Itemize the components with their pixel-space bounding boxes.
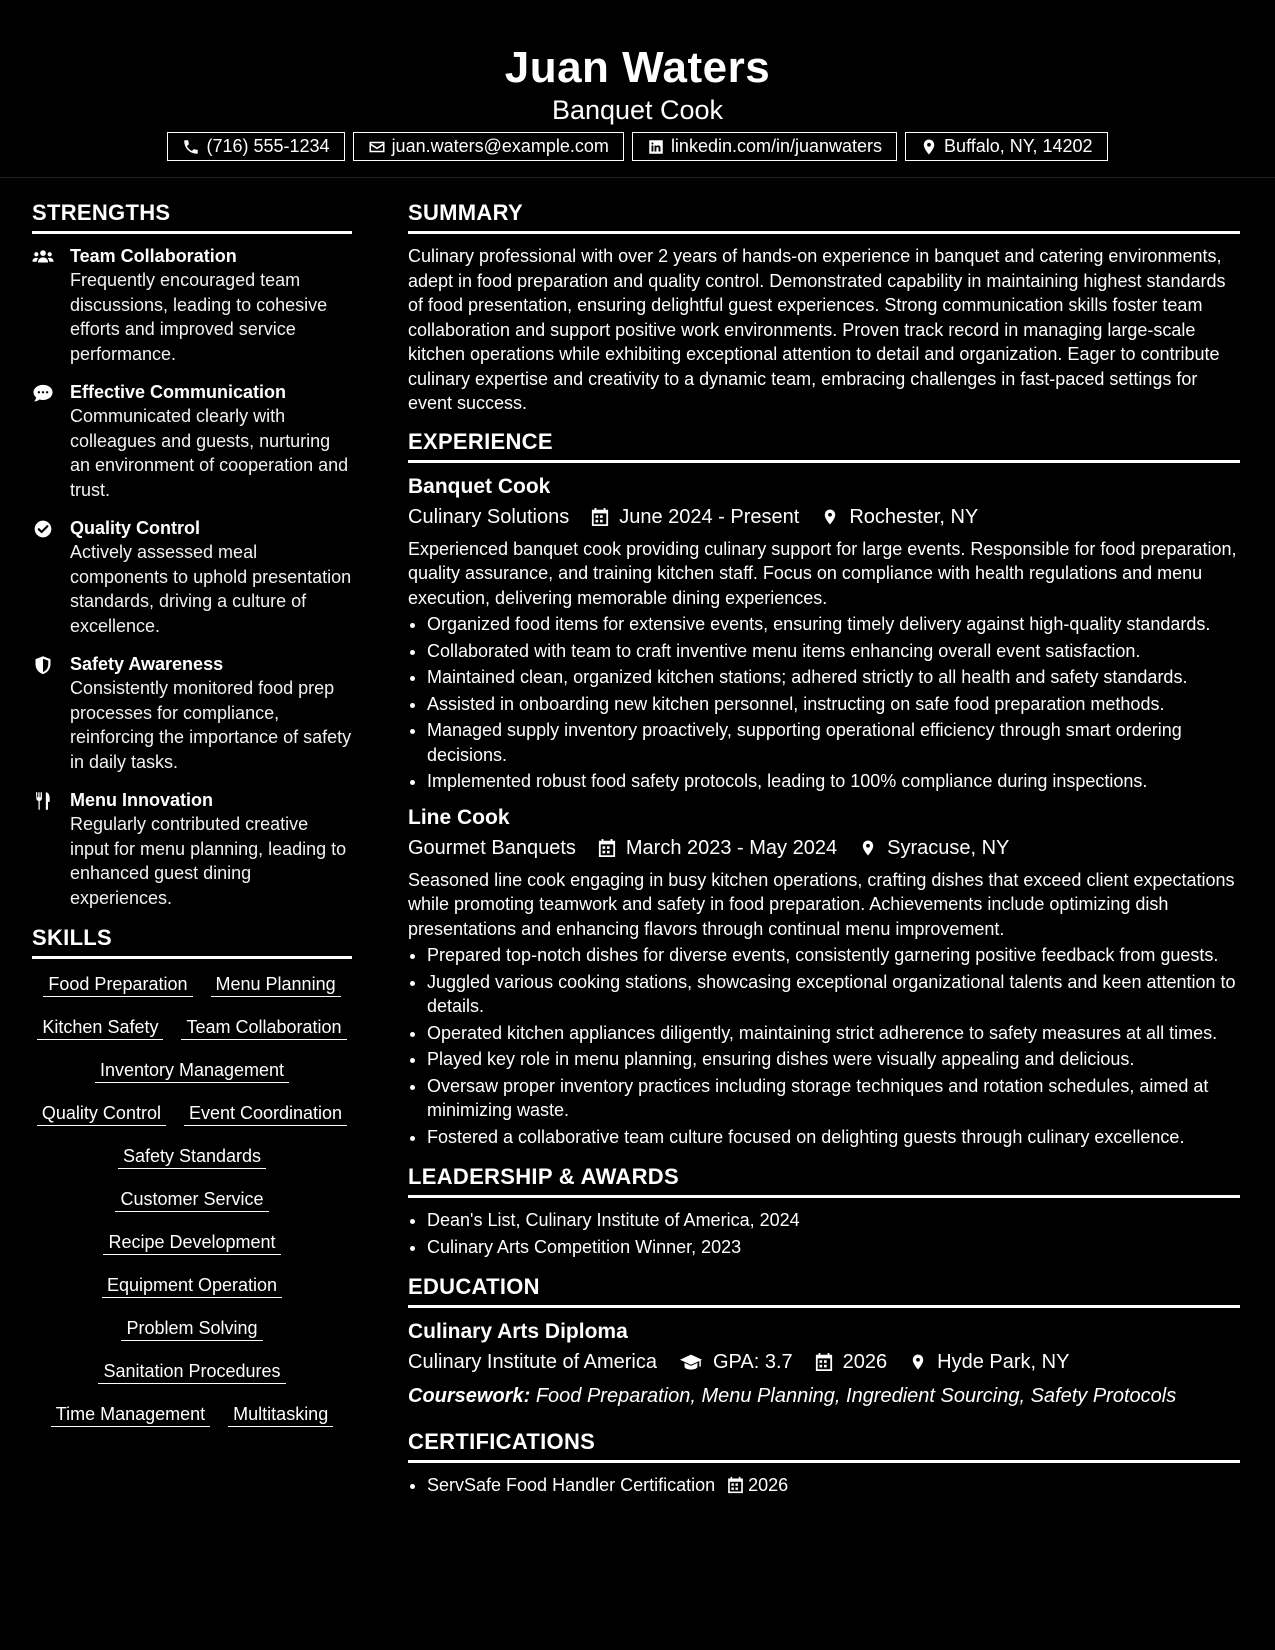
skill-tag: Equipment Operation — [102, 1274, 282, 1298]
graduation-cap-icon — [679, 1352, 703, 1372]
strength-item — [32, 652, 352, 774]
contact-email-text: juan.waters@example.com — [391, 136, 609, 156]
strength-desc: Consistently monitored food prep processes for compliance, reinforcing the importance of safety in daily tasks. — [70, 678, 352, 772]
contact-phone[interactable] — [167, 132, 344, 161]
contact-phone-text: (716) 555-1234 — [206, 136, 330, 156]
calendar-icon — [598, 838, 616, 858]
skill-tag: Kitchen Safety — [37, 1016, 163, 1040]
left-column — [32, 199, 352, 1427]
certifications-heading: CERTIFICATIONS — [408, 1428, 1240, 1463]
job-title: Banquet Cook — [408, 474, 551, 498]
degree-title: Culinary Arts Diploma — [408, 1320, 628, 1343]
contact-location — [905, 132, 1107, 161]
education-gpa: GPA: 3.7 — [713, 1351, 793, 1373]
list-item: • Managed supply inventory proactively, supporting operational efficiency through smart ordering decisions. — [427, 718, 1240, 767]
job-title: Line Cook — [408, 805, 510, 829]
list-item: • Juggled various cooking stations, showcasing exceptional organizational talents and keen attention to details. — [427, 970, 1240, 1019]
strength-item — [32, 516, 352, 638]
education-entry — [408, 1318, 1240, 1410]
check-circle-icon — [32, 519, 54, 539]
summary-heading: SUMMARY — [408, 199, 1240, 234]
strength-desc: Actively assessed meal components to uphold presentation standards, driving a culture of excellence. — [70, 542, 352, 636]
job-location: Syracuse, NY — [887, 836, 1010, 859]
strength-item — [32, 380, 352, 502]
job-dates: March 2023 - May 2024 — [625, 836, 838, 859]
map-pin-icon — [821, 507, 839, 527]
job-location: Rochester, NY — [849, 505, 979, 528]
strength-title: Effective Communication — [70, 382, 287, 402]
contact-email[interactable] — [353, 132, 624, 161]
strengths-heading: STRENGTHS — [32, 199, 352, 234]
skill-tag: Problem Solving — [121, 1317, 262, 1341]
resume-header — [0, 0, 1275, 178]
school-name: Culinary Institute of America — [408, 1351, 657, 1373]
skill-tag: Multitasking — [228, 1403, 333, 1427]
speech-bubble-icon — [32, 383, 54, 403]
contact-linkedin-text: linkedin.com/in/juanwaters — [670, 136, 883, 156]
calendar-icon — [815, 1352, 833, 1372]
list-item: • Fostered a collaborative team culture focused on delighting guests through culinary excellence. — [427, 1125, 1240, 1150]
education-year: 2026 — [842, 1351, 888, 1373]
job-entry — [408, 473, 1240, 794]
strength-desc: Communicated clearly with colleagues and guests, nurturing an environment of cooperation and trust. — [70, 406, 349, 500]
coursework-label: Coursework: — [408, 1385, 531, 1407]
job-bullets — [408, 612, 1240, 794]
shield-icon — [32, 655, 54, 675]
job-description: Seasoned line cook engaging in busy kitchen operations, crafting dishes that exceed client expectations while promoting teamwork and safety in food preparation. Achievements include optimizing dish presentations and enhancing flavors through continual menu improvement. — [408, 869, 1235, 939]
strength-desc: Regularly contributed creative input for menu planning, leading to enhanced guest dining experiences. — [70, 814, 347, 908]
calendar-icon — [727, 1476, 744, 1494]
right-column — [408, 199, 1240, 1500]
strength-title: Safety Awareness — [70, 654, 224, 674]
phone-icon — [182, 138, 200, 156]
job-company: Culinary Solutions — [408, 505, 570, 528]
job-bullets — [408, 943, 1240, 1149]
map-pin-icon — [909, 1352, 927, 1372]
list-item: • Operated kitchen appliances diligently, maintaining strict adherence to safety measures at all times. — [427, 1021, 1240, 1046]
utensils-icon — [32, 791, 54, 811]
skill-tag: Customer Service — [115, 1188, 268, 1212]
skill-tag: Recipe Development — [103, 1231, 280, 1255]
list-item: • Maintained clean, organized kitchen stations; adhered strictly to all health and safety standards. — [427, 665, 1240, 690]
job-company: Gourmet Banquets — [408, 836, 576, 859]
contact-bar — [0, 132, 1275, 161]
skill-tag: Sanitation Procedures — [98, 1360, 285, 1384]
education-location: Hyde Park, NY — [937, 1351, 1070, 1373]
strength-title: Menu Innovation — [70, 790, 213, 810]
list-item: • Collaborated with team to craft inventive menu items enhancing overall event satisfaction. — [427, 639, 1240, 664]
coursework-list: Food Preparation, Menu Planning, Ingredient Sourcing, Safety Protocols — [535, 1385, 1177, 1407]
certification-name: • ServSafe Food Handler Certification — [427, 1475, 716, 1495]
skill-tag: Time Management — [51, 1403, 210, 1427]
job-description: Experienced banquet cook providing culinary support for large events. Responsible for food preparation, quality assurance, and training kitchen staff. Focus on compliance with health regulations and menu execution, delivering memorable dining experiences. — [408, 538, 1237, 608]
skill-tag: Quality Control — [37, 1102, 166, 1126]
users-icon — [32, 247, 54, 267]
education-heading: EDUCATION — [408, 1273, 1240, 1308]
skill-tag: Inventory Management — [95, 1059, 289, 1083]
strength-title: Team Collaboration — [70, 246, 237, 266]
list-item: • Dean's List, Culinary Institute of America, 2024 — [427, 1208, 1240, 1233]
strength-item — [32, 788, 352, 910]
coursework — [408, 1382, 1240, 1410]
list-item: • Implemented robust food safety protocols, leading to 100% compliance during inspections. — [427, 769, 1240, 794]
list-item: • Culinary Arts Competition Winner, 2023 — [427, 1235, 1240, 1260]
summary-text: Culinary professional with over 2 years of hands-on experience in banquet and catering environments, adept in food preparation and quality control. Demonstrated capability in maintaining highest standards of food presentation, ensuring delightful guest experiences. Strong communication skills foster team collaboration and support positive work environments. Proven track record in managing large-scale kitchen operations while exhibiting exceptional attention to detail and organization. Eager to contribute culinary expertise and creativity to a dynamic team, embracing challenges in fast-paced settings for event success. — [408, 246, 1226, 413]
strength-desc: Frequently encouraged team discussions, leading to cohesive efforts and improved service performance. — [70, 270, 328, 364]
skill-tag: Menu Planning — [211, 973, 341, 997]
job-meta — [408, 834, 1240, 862]
experience-heading: EXPERIENCE — [408, 428, 1240, 463]
contact-linkedin[interactable] — [632, 132, 897, 161]
candidate-name: Juan Waters — [504, 43, 771, 92]
contact-location-text: Buffalo, NY, 14202 — [944, 136, 1093, 156]
job-meta — [408, 503, 1240, 531]
strength-title: Quality Control — [70, 518, 200, 538]
list-item: • Oversaw proper inventory practices including storage techniques and rotation schedules, aimed at minimizing waste. — [427, 1074, 1240, 1123]
list-item: • Prepared top-notch dishes for diverse events, consistently garnering positive feedback from guests. — [427, 943, 1240, 968]
skill-tag: Event Coordination — [184, 1102, 347, 1126]
certification-year: 2026 — [748, 1475, 789, 1495]
skill-tag: Safety Standards — [118, 1145, 266, 1169]
job-entry — [408, 804, 1240, 1150]
list-item: • Organized food items for extensive events, ensuring timely delivery against high-quality standards. — [427, 612, 1240, 637]
map-pin-icon — [859, 838, 877, 858]
education-meta — [408, 1348, 1240, 1376]
list-item: • Played key role in menu planning, ensuring dishes were visually appealing and delicious. — [427, 1047, 1240, 1072]
calendar-icon — [591, 507, 609, 527]
map-pin-icon — [920, 138, 938, 156]
certifications-list — [408, 1473, 1240, 1498]
strength-item — [32, 244, 352, 366]
awards-heading: LEADERSHIP & AWARDS — [408, 1163, 1240, 1198]
skill-tag: Food Preparation — [43, 973, 192, 997]
skills-heading: SKILLS — [32, 924, 352, 959]
envelope-icon — [368, 138, 386, 156]
candidate-role: Banquet Cook — [551, 95, 724, 125]
awards-list — [408, 1208, 1240, 1259]
list-item — [427, 1473, 1240, 1498]
job-dates: June 2024 - Present — [619, 505, 800, 528]
skills-list — [32, 969, 352, 1427]
list-item: • Assisted in onboarding new kitchen personnel, instructing on safe food preparation methods. — [427, 692, 1240, 717]
linkedin-icon — [647, 138, 665, 156]
skill-tag: Team Collaboration — [181, 1016, 346, 1040]
